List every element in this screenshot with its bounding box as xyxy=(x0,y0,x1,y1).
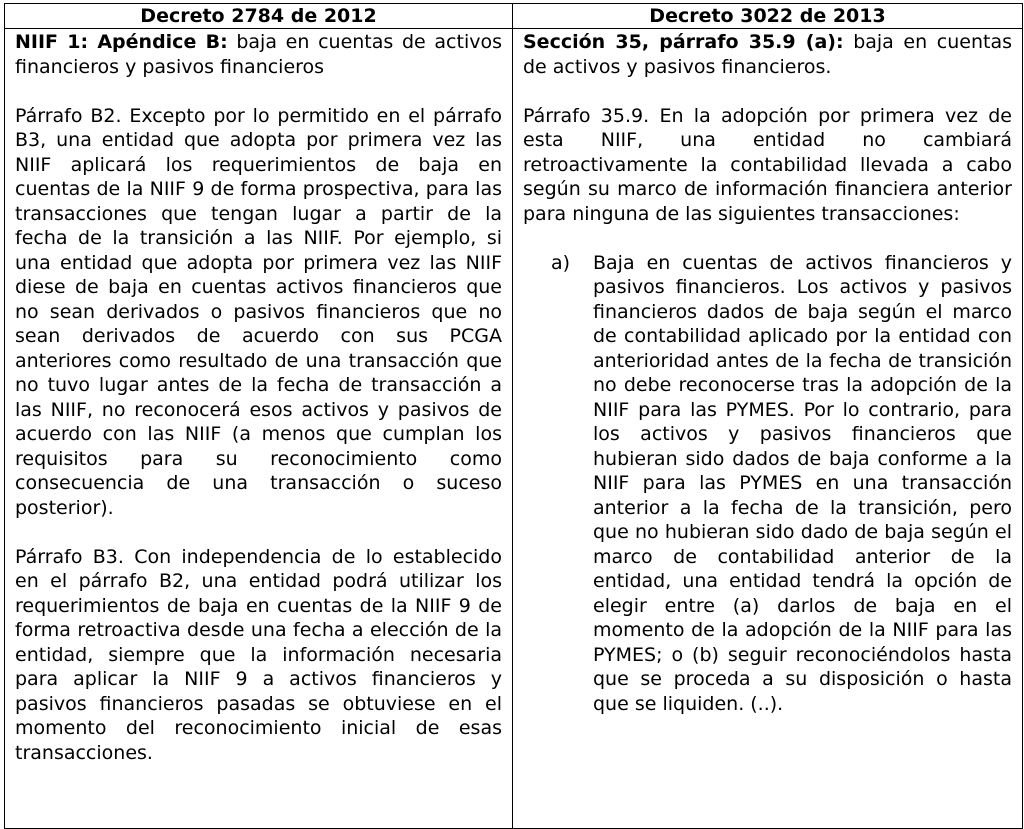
list-item-a xyxy=(551,251,1012,717)
paragraph-b3: Párrafo B3. Con independencia de lo establecido en el párrafo B2, una entidad podrá utilizar los requerimientos de baja en cuentas de la NIIF 9 de forma retroactiva desde una fecha a elección de la entidad, siempre que la información necesaria para aplicar la NIIF 9 a activos financieros y pasivos financieros pasadas se obtuviese en el momento del reconocimiento inicial de esas transacciones. xyxy=(15,545,502,764)
left-heading xyxy=(15,30,502,79)
list-item-text: Baja en cuentas de activos financieros y pasivos financieros. Los activos y pasivos financieros dados de baja según el marco de contabilidad aplicado por la entidad con anterioridad antes de la fecha de transición no debe reconocerse tras la adopción de la NIIF para las PYMES. Por lo contrario, para los activos y pasivos financieros que hubieran sido dados de baja conforme a la NIIF para las PYMES en una transacción anterior a la fecha de la transición, pero que no hubieran sido dado de baja según el marco de contabilidad anterior de la entidad, una entidad tendrá la opción de elegir entre (a) darlos de baja en el momento de la adopción de la NIIF para las PYMES; o (b) seguir reconociéndolos hasta que se proceda a su disposición o hasta que se liquiden. (..). xyxy=(593,251,1012,715)
left-heading-text: baja en cuentas de activos financieros y pasivos financieros xyxy=(15,31,502,78)
paragraph-35-9: Párrafo 35.9. En la adopción por primera vez de esta NIIF, una entidad no cambiará retroactivamente la contabilidad llevada a cabo según su marco de información financiera anterior para ninguna de las siguientes transacciones: xyxy=(523,104,1012,225)
left-heading-bold: NIIF 1: Apéndice B: xyxy=(15,31,228,53)
paragraph-b2: Párrafo B2. Excepto por lo permitido en el párrafo B3, una entidad que adopta por primera vez las NIIF aplicará los requerimientos de baja en cuentas de la NIIF 9 de forma prospectiva, para las transacciones que tengan lugar a partir de la fecha de la transición a las NIIF. Por ejemplo, si una entidad que adopta por primera vez las NIIF diese de baja en cuentas activos financieros que no sean derivados o pasivos financieros que no sean derivados de acuerdo con sus PCGA anteriores como resultado de una transacción que no tuvo lugar antes de la fecha de transacción a las NIIF, no reconocerá esos activos y pasivos de acuerdo con las NIIF (a menos que cumplan los requisitos para su reconocimiento como consecuencia de una transacción o suceso posterior). xyxy=(15,104,502,519)
header-decreto-3022: Decreto 3022 de 2013 xyxy=(513,4,1023,29)
list-item-marker: a) xyxy=(551,251,571,274)
content-row xyxy=(5,29,1023,829)
right-heading xyxy=(523,30,1012,79)
right-cell xyxy=(513,29,1023,829)
header-row xyxy=(5,4,1023,29)
left-cell xyxy=(5,29,513,829)
right-heading-text: baja en cuentas de activos y pasivos financieros. xyxy=(523,31,1012,78)
header-decreto-2784: Decreto 2784 de 2012 xyxy=(5,4,513,29)
right-heading-bold: Sección 35, párrafo 35.9 (a): xyxy=(523,31,844,53)
comparison-table xyxy=(4,3,1023,829)
